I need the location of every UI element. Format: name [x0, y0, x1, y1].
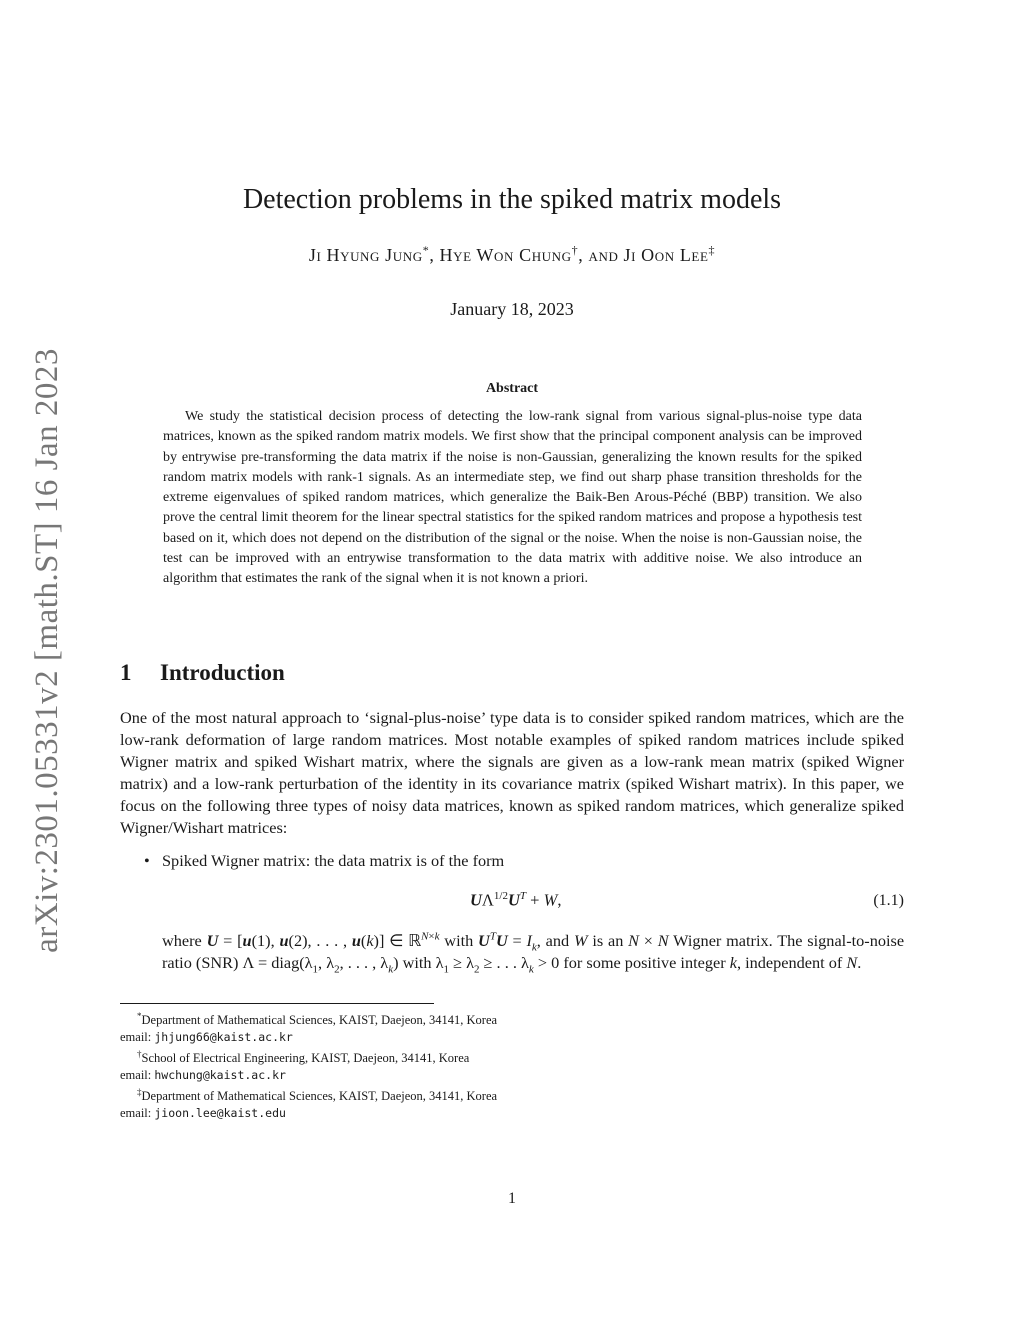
email-label: email:	[120, 1030, 155, 1045]
email-address: jioon.lee@kaist.edu	[154, 1106, 286, 1121]
footnote-email	[120, 1067, 720, 1084]
footnote-affiliation	[120, 1008, 720, 1029]
page-number: 1	[508, 1190, 516, 1207]
section-title: Introduction	[160, 660, 285, 685]
abstract-text: We study the statistical decision process of detecting the low-rank signal from various signal-plus-noise type data matrices, known as the spiked random matrix models. We first show that the principal component analysis can be improved by entrywise pre-transforming the data matrix if the noise is non-Gaussian, generalizing the known results for the spiked random matrix models with rank-1 signals. As an intermediate step, we find out sharp phase transition thresholds for the extreme eigenvalues of spiked random matrices, which generalize the Baik-Ben Arous-Péché (BBP) transition. We also prove the central limit theorem for the linear spectral statistics for the spiked random matrices and propose a hypothesis test based on it, which does not depend on the distribution of the signal or the noise. When the noise is non-Gaussian noise, the test can be improved with an entrywise transformation to the data matrix with additive noise. We also introduce an algorithm that estimates the rank of the signal when it is not known a priori.	[163, 409, 862, 587]
author-name: Hye Won Chung	[439, 245, 572, 265]
equation-number: (1.1)	[873, 892, 904, 909]
section-number: 1	[120, 660, 132, 685]
author-separator: ,	[429, 245, 440, 265]
footnote-email	[120, 1029, 720, 1046]
author-mark: ‡	[708, 243, 716, 257]
affiliation-text: Department of Mathematical Sciences, KAIST, Daejeon, 34141, Korea	[141, 1089, 498, 1104]
arxiv-identifier: arXiv:2301.05331v2 [math.ST] 16 Jan 2023	[28, 347, 65, 953]
author-name: Ji Oon Lee	[623, 245, 709, 265]
paper-title: Detection problems in the spiked matrix models	[242, 184, 782, 215]
footnote-mark: *	[137, 1011, 142, 1021]
email-address: jhjung66@kaist.ac.kr	[154, 1030, 293, 1045]
paper-date: January 18, 2023	[450, 299, 574, 319]
footnote-mark: ‡	[137, 1087, 142, 1098]
footnote-divider	[120, 1003, 434, 1004]
bullet-item-text: Spiked Wigner matrix: the data matrix is of the form	[162, 851, 505, 870]
equation-explanation: where U = [u(1), u(2), . . . , u(k)] ∈ ℝ$^{N\times k}$ with $U^TU = I_k$, and W is an N × N Wigner matrix. The signal-to-noise ratio (SNR) $\Lambda = diag(\lambda_1$, $\lambda_2$, . . . , $\lambda_k$) with $\lambda_1 \ge \lambda_2$ ≥ . . . $\lambda_k > 0$ for some positive integer k, independent of N.	[162, 930, 905, 976]
author-mark: *	[422, 243, 430, 257]
abstract-heading: Abstract	[485, 381, 539, 396]
author-name: Ji Hyung Jung	[308, 245, 423, 265]
email-label: email:	[120, 1068, 155, 1083]
footnote-email	[120, 1105, 720, 1122]
email-address: hwchung@kaist.ac.kr	[154, 1068, 286, 1083]
footnotes	[120, 1008, 720, 1122]
author-list	[0, 243, 1024, 266]
arxiv-identifier-sidebar	[22, 342, 72, 958]
footnote-affiliation	[120, 1084, 720, 1105]
author-mark: †	[571, 243, 579, 257]
bullet-icon: •	[144, 851, 150, 870]
footnote-affiliation	[120, 1046, 720, 1067]
affiliation-text: Department of Mathematical Sciences, KAIST, Daejeon, 34141, Korea	[141, 1013, 498, 1028]
intro-paragraph: One of the most natural approach to ‘signal-plus-noise’ type data is to consider spiked random matrices, which are the low-rank deformation of large random matrices. Most notable examples of spiked random matrices include spiked Wigner matrix and spiked Wishart matrix, where the signals are given as a low-rank mean matrix (spiked Wigner matrix) and a low-rank perturbation of the identity in its covariance matrix (spiked Wishart matrix). In this paper, we focus on the following three types of noisy data matrices, known as spiked random matrices, which generalize spiked Wigner/Wishart matrices:	[120, 708, 904, 837]
equation-1-1: $U\Lambda^{1/2}U^T + W$,	[470, 890, 562, 910]
section-heading	[120, 660, 285, 686]
affiliation-text: School of Electrical Engineering, KAIST, Daejeon, 34141, Korea	[141, 1051, 470, 1066]
footnote-mark: †	[137, 1049, 142, 1060]
email-label: email:	[120, 1106, 155, 1121]
author-separator: , and	[578, 245, 624, 265]
